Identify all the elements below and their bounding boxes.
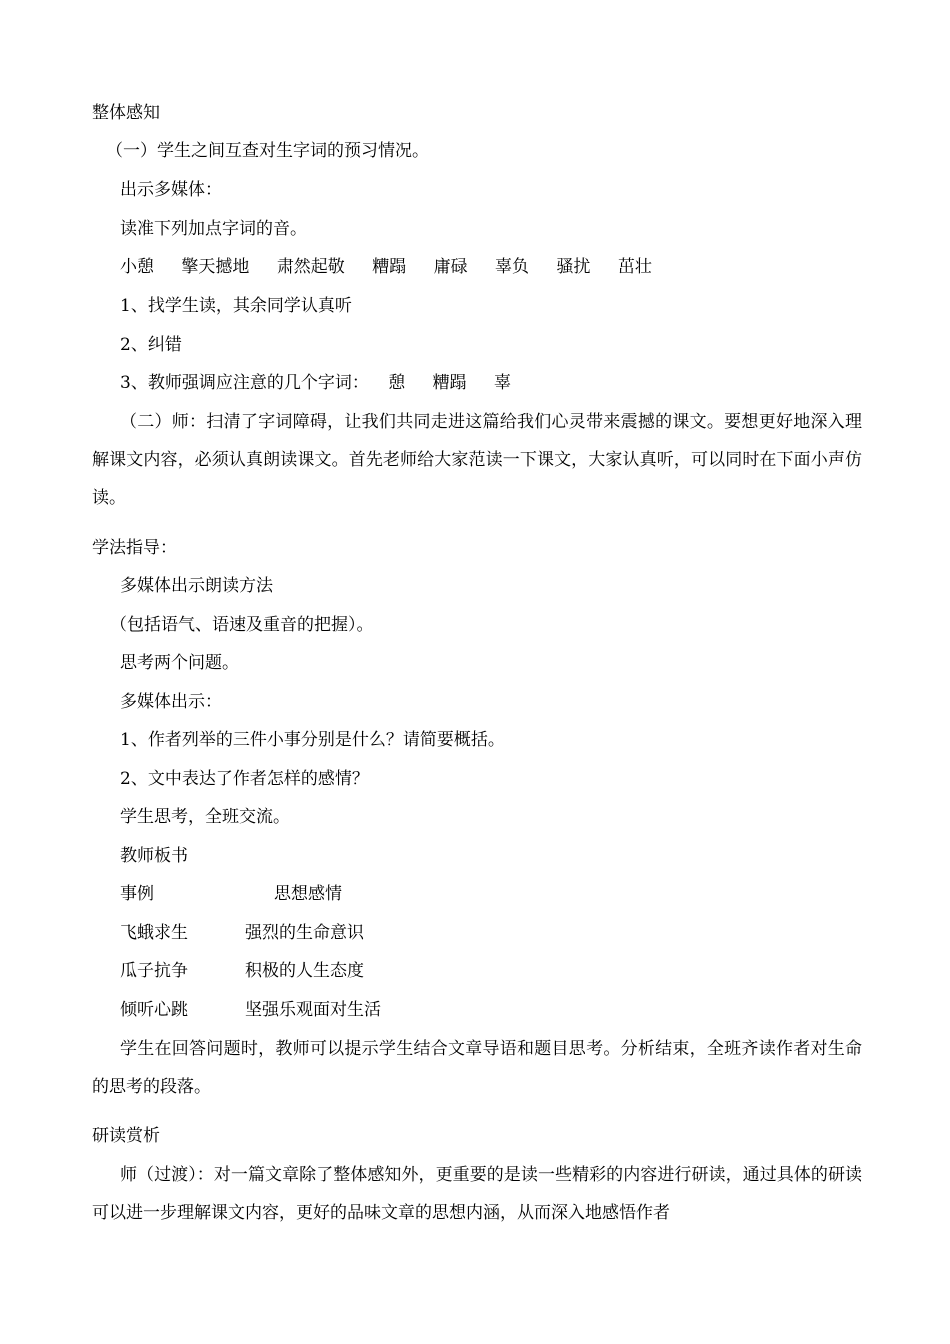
vocab-word: 擎天撼地: [181, 257, 250, 277]
board-row: [120, 923, 364, 943]
vocab-word: 糟蹋: [372, 257, 407, 277]
vocab-word: 肃然起敬: [276, 257, 345, 277]
section-heading-study: 研读赏析: [92, 1126, 160, 1146]
board-cell: 瓜子抗争: [120, 961, 188, 981]
board-cell: 坚强乐观面对生活: [245, 1000, 381, 1020]
text-line: 3、教师强调应注意的几个字词：: [120, 373, 369, 393]
paragraph-analysis: 学生在回答问题时，教师可以提示学生结合文章导语和题目思考。分析结束，全班齐读作者对生命的思考的段落。: [92, 1039, 862, 1097]
text-line: 出示多媒体：: [120, 180, 222, 200]
text-line: 2、纠错: [120, 335, 182, 355]
text-line: 多媒体出示朗读方法: [120, 576, 273, 596]
text-line: 1、找学生读，其余同学认真听: [120, 296, 352, 316]
text-line: 思考两个问题。: [120, 653, 239, 673]
board-cell: 倾听心跳: [120, 1000, 188, 1020]
board-header-example: 事例: [120, 884, 154, 904]
section-heading-method: 学法指导：: [92, 538, 177, 558]
text-line: 学生思考，全班交流。: [120, 807, 290, 827]
paragraph-reading: （二）师：扫清了字词障碍，让我们共同走进这篇给我们心灵带来震撼的课文。要想更好地深入理解课文内容，必须认真朗读课文。首先老师给大家范读一下课文，大家认真听，可以同时在下面小声仿读。: [92, 412, 862, 508]
text-line: 多媒体出示：: [120, 692, 222, 712]
vocabulary-list: [120, 257, 674, 277]
board-cell: 积极的人生态度: [245, 961, 364, 981]
stress-word: 憩: [388, 373, 406, 393]
vocab-word: 骚扰: [556, 257, 591, 277]
section-heading-overview: 整体感知: [92, 103, 160, 123]
text-line: 读准下列加点字词的音。: [120, 219, 307, 239]
board-header: [120, 884, 342, 904]
board-row: [120, 961, 364, 981]
board-cell: 飞蛾求生: [120, 923, 188, 943]
text-line: （一）学生之间互查对生字词的预习情况。: [106, 141, 429, 161]
stress-word: 糟蹋: [432, 373, 467, 393]
stress-words-line: [120, 373, 533, 393]
text-line: （包括语气、语速及重音的把握）。: [110, 615, 374, 635]
vocab-word: 辜负: [495, 257, 530, 277]
vocab-word: 茁壮: [617, 257, 652, 277]
board-cell: 强烈的生命意识: [245, 923, 364, 943]
text-line: 教师板书: [120, 846, 188, 866]
paragraph-transition: 师（过渡）：对一篇文章除了整体感知外，更重要的是读一些精彩的内容进行研读，通过具体的研读可以进一步理解课文内容，更好的品味文章的思想内涵，从而深入地感悟作者: [92, 1165, 862, 1223]
vocab-word: 小憩: [120, 257, 154, 277]
board-row: [120, 1000, 381, 1020]
question-2: 2、文中表达了作者怎样的感情？: [120, 769, 369, 789]
stress-word: 辜: [494, 373, 512, 393]
board-header-feeling: 思想感情: [274, 884, 342, 904]
vocab-word: 庸碌: [433, 257, 468, 277]
question-1: 1、作者列举的三件小事分别是什么？请简要概括。: [120, 730, 505, 750]
